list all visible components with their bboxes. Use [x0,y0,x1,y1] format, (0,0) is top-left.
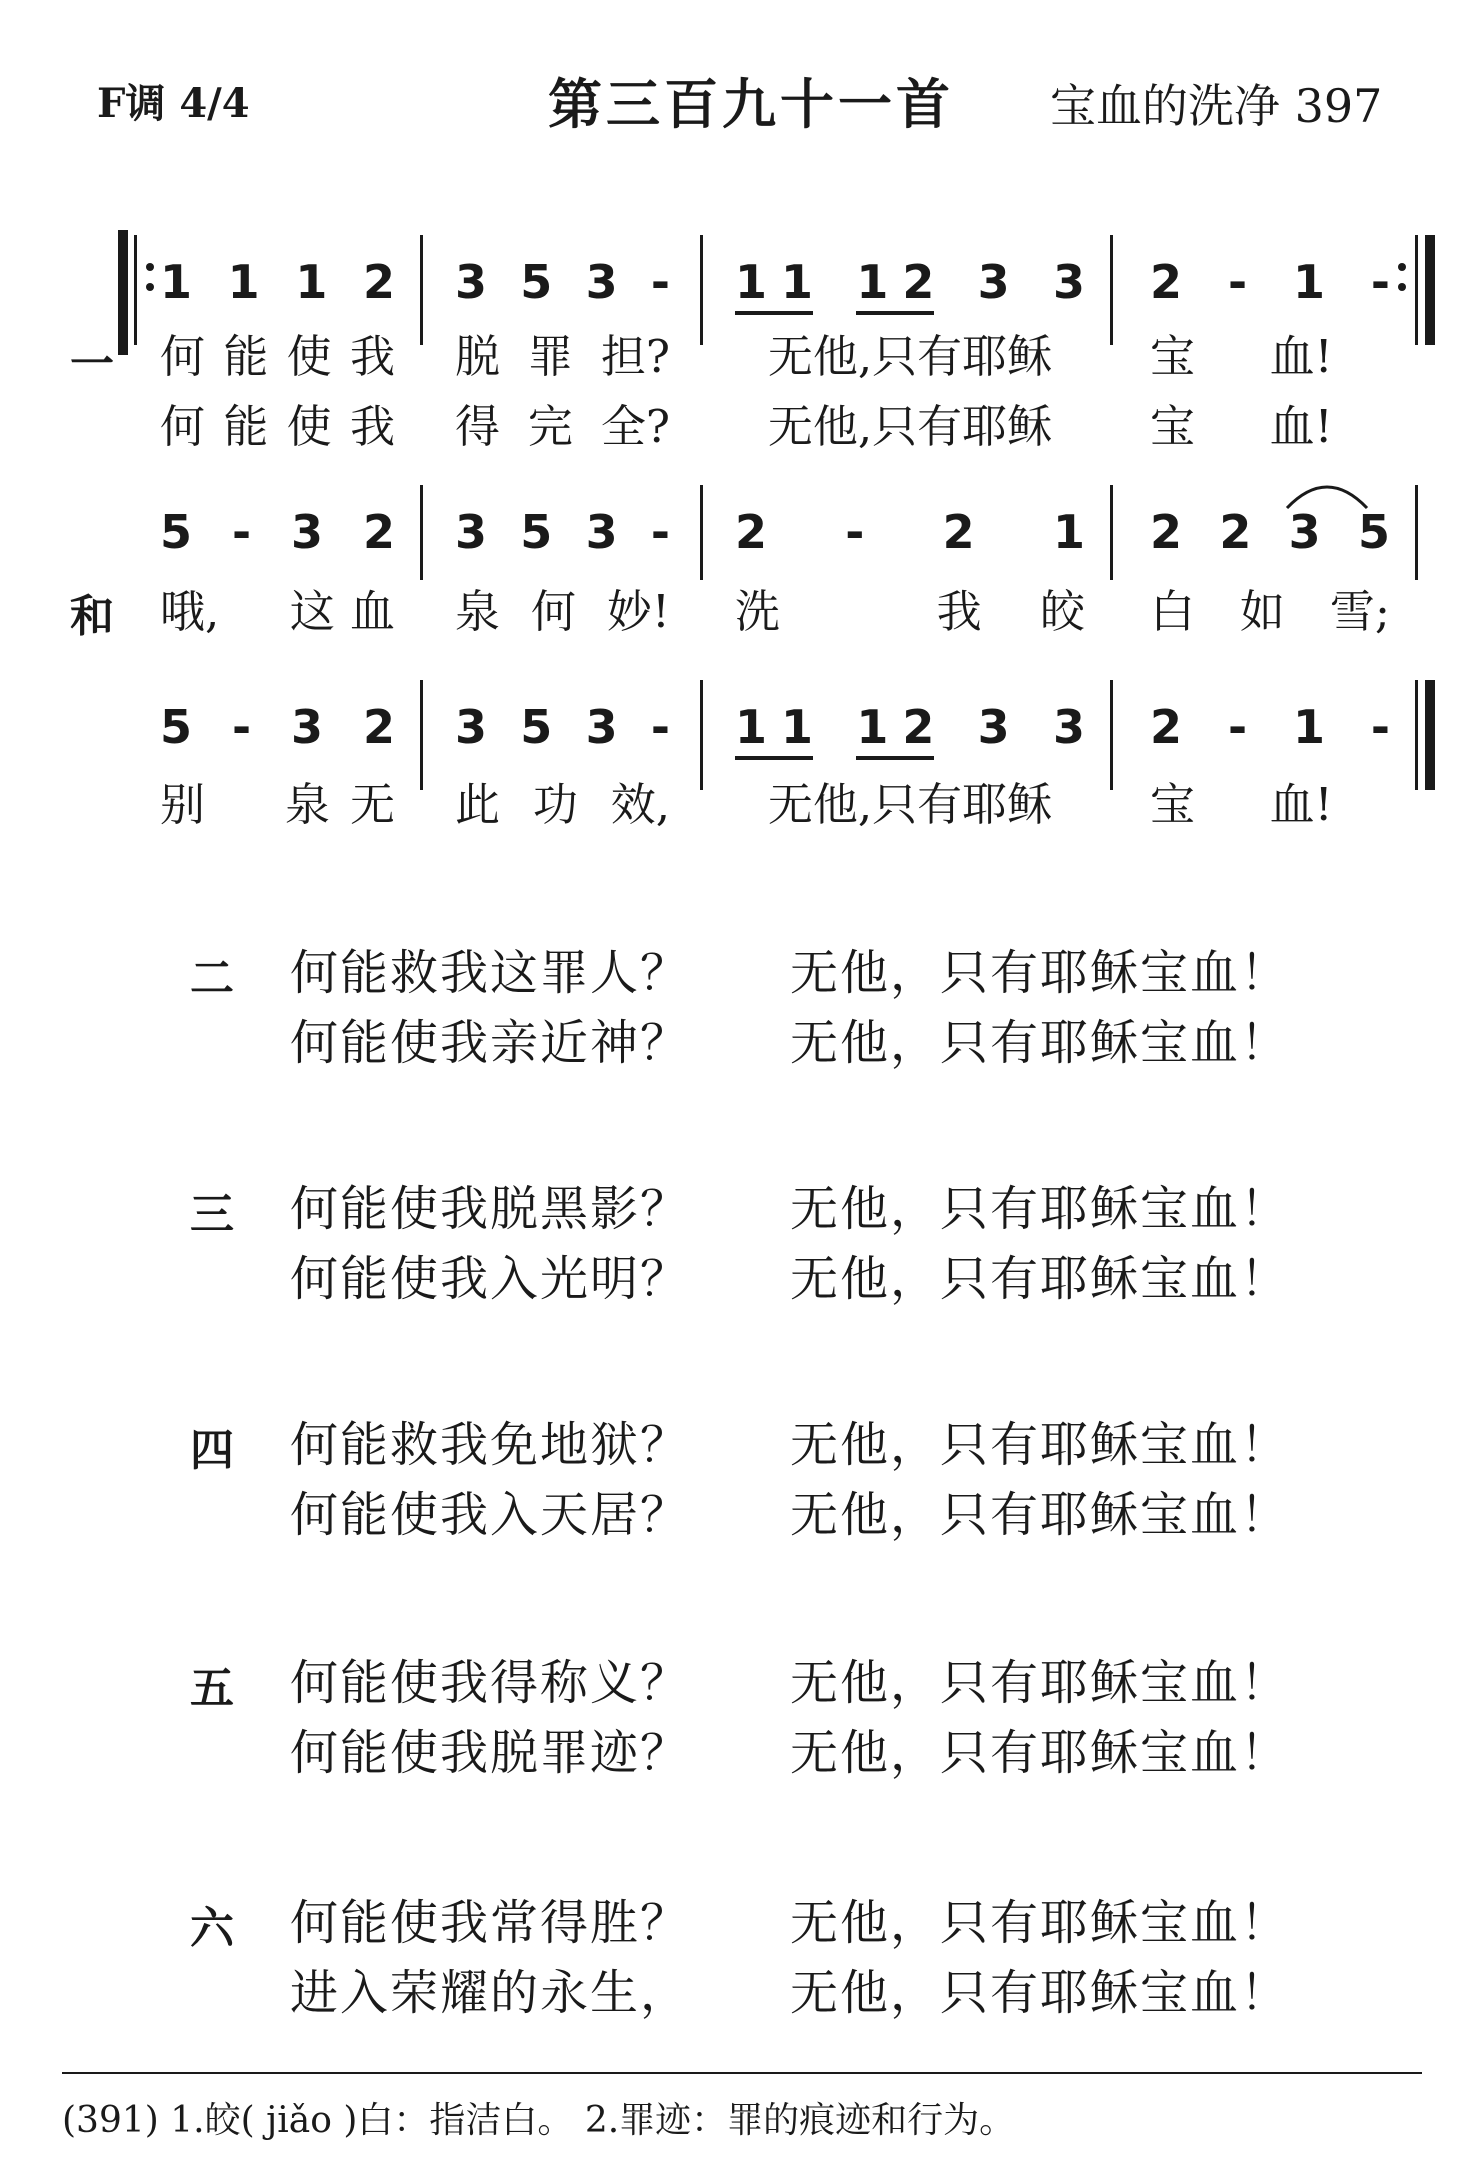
note-group [363,505,395,559]
note-group [1293,700,1325,754]
repeat-dot [146,283,154,291]
note: 3 [1052,255,1085,309]
note: 5 [1357,505,1390,559]
verse-question: 何能救我这罪人？ [290,945,691,1001]
note-group [1358,505,1390,559]
note-group [651,700,670,754]
note: 1 [1292,700,1325,754]
note-group [586,255,618,309]
note-group [845,505,864,559]
note: - [650,505,670,559]
note-group [586,700,618,754]
barline [1110,235,1113,345]
lyric-syllable [1212,320,1252,385]
barline [1415,485,1418,580]
lyric-syllable: 完 [527,400,573,453]
measure [1150,505,1390,559]
note-group [1053,700,1085,754]
note: 2 [362,255,395,309]
lyric-syllable: 全? [600,400,670,453]
note: 3 [585,255,618,309]
lyric-measure [735,390,1085,455]
verse-question: 进入荣耀的永生， [290,1965,691,2021]
verse-answer: 无他，只有耶稣宝血！ [790,1417,1291,1473]
note-group [291,700,323,754]
lyric-measure [1150,768,1390,833]
measure [735,505,1085,559]
barline [700,235,703,345]
repeat-dot [146,263,154,271]
note: - [1370,255,1390,309]
note-group [363,255,395,309]
tie-arc [1282,472,1372,512]
verse-answer: 无他，只有耶稣宝血！ [790,1895,1291,1951]
note: 5 [160,700,193,754]
lyric-syllable [225,768,265,833]
lyric-syllable: 使 [286,330,332,383]
lyric-syllable: 泉 [455,585,501,638]
note: 1 [735,700,768,754]
footnote: (391) 1.皎( jiǎo )白：指洁白。 2.罪迹：罪的痕迹和行为。 [62,2100,1016,2141]
lyric-syllable: 能 [223,330,269,383]
note-group [160,700,192,754]
verse-question: 何能救我免地狱？ [290,1417,691,1473]
note-group [1219,505,1251,559]
lyric-measure [160,768,395,833]
note: 2 [1150,505,1183,559]
barline [420,485,423,580]
lyric-syllable: 此 [455,778,501,831]
note-group [651,255,670,309]
note-group [160,505,192,559]
lyric-syllable [1350,390,1390,455]
barline [700,680,703,790]
verse-question: 何能使我得称义？ [290,1655,691,1711]
verse-number: 五 [190,1663,234,1714]
lyric-syllable: 罪 [527,330,573,383]
lyric-syllable: 皎 [1039,585,1085,638]
verse-answer: 无他，只有耶稣宝血！ [790,1015,1291,1071]
note: 3 [585,505,618,559]
verse-number: 二 [190,953,234,1004]
lyric-syllable: 洗 [735,585,781,638]
note: 2 [362,700,395,754]
note: 2 [735,505,768,559]
note-group [232,505,251,559]
lyric-syllable: 这 [289,585,335,638]
note: 2 [1219,505,1252,559]
lyric-syllable: 血 [349,585,395,638]
note: 1 [856,700,889,754]
lyric-syllable [235,575,275,640]
note-group [291,505,323,559]
lyric-syllable [1350,768,1390,833]
lyric-measure [160,390,395,455]
note: 1 [160,255,193,309]
note-group [735,255,813,309]
note: 2 [1150,700,1183,754]
verse-number: 三 [190,1189,234,1240]
lyric-measure [455,768,670,833]
lyric-syllable [1212,390,1252,455]
lyric-syllable: 哦, [160,585,220,638]
note-group [856,700,934,754]
note: 2 [902,255,935,309]
lyric-syllable: 妙! [606,585,670,638]
lyric-syllable: 雪; [1329,585,1390,638]
note-group [1371,255,1390,309]
note: 5 [520,255,553,309]
note: 1 [856,255,889,309]
barline [1110,680,1113,790]
note-group [1371,700,1390,754]
note-group [1053,255,1085,309]
note: 3 [977,255,1010,309]
lyric-syllable: 脱 [455,330,501,383]
measure [455,255,670,309]
verse-answer: 无他，只有耶稣宝血！ [790,1181,1291,1237]
lyric-measure [735,768,1085,833]
note-group [1228,700,1247,754]
note: 5 [520,505,553,559]
note-group [856,255,934,309]
note-group [1150,700,1182,754]
key-time-signature: F调 4/4 [97,80,250,127]
note-group [520,700,552,754]
note-group [520,255,552,309]
lyric-syllable: 何 [530,585,576,638]
note: 3 [977,700,1010,754]
note: 3 [291,505,324,559]
note-group [735,505,767,559]
note: 2 [1150,255,1183,309]
beam-underline [735,311,813,315]
lyric-syllable: 泉 [284,778,330,831]
note-group [160,255,192,309]
verse-answer: 无他，只有耶稣宝血！ [790,1725,1291,1781]
barline [420,680,423,790]
verse-question: 何能使我亲近神？ [290,1015,691,1071]
note: - [231,505,252,559]
lyric-measure [160,575,395,640]
note: - [845,505,865,559]
beam-underline [856,311,934,315]
verse-question: 何能使我入光明？ [290,1251,691,1307]
verse-answer: 无他，只有耶稣宝血！ [790,1965,1291,2021]
lyric-measure [455,390,670,455]
repeat-start-thick-barline [118,230,128,355]
lyric-syllable [838,575,878,640]
note: 3 [455,700,488,754]
note: 1 [227,255,260,309]
lyric-syllable: 血! [1269,400,1333,453]
lyric-measure [1150,575,1390,640]
measure [735,700,1085,754]
barline [1415,680,1418,790]
lyric-syllable: 如 [1239,585,1285,638]
lyric-syllable: 宝 [1150,400,1196,453]
note: - [231,700,252,754]
note-group [1289,505,1321,559]
note: 5 [160,505,193,559]
note: 1 [295,255,328,309]
lyric-syllable: 白 [1150,585,1196,638]
final-thick-barline [1425,680,1435,790]
lyric-syllable: 无他,只有耶稣 [767,778,1053,831]
repeat-dot [1398,263,1406,271]
repeat-dot [1398,283,1406,291]
beam-underline [735,756,813,760]
note: 2 [902,700,935,754]
lyric-syllable: 无他,只有耶稣 [767,330,1053,383]
note: 1 [781,255,814,309]
lyric-syllable [1212,768,1252,833]
beam-underline [856,756,934,760]
note-group [586,505,618,559]
note-group [651,505,670,559]
note-group [455,700,487,754]
lyric-syllable: 何 [160,400,206,453]
note: - [650,700,670,754]
note-group [295,255,327,309]
note: 3 [1052,700,1085,754]
verse-label-1: 一 [70,339,114,390]
lyric-measure [455,575,670,640]
lyric-syllable: 我 [349,400,395,453]
lyric-syllable [1350,320,1390,385]
note-group [232,700,251,754]
lyric-measure [735,575,1085,640]
verse-question: 何能使我入天居？ [290,1487,691,1543]
note-group [943,505,975,559]
lyric-syllable: 无 [349,778,395,831]
note-group [978,255,1010,309]
note-group [735,700,813,754]
barline [1415,235,1418,345]
lyric-syllable: 血! [1269,330,1333,383]
verse-answer: 无他，只有耶稣宝血！ [790,1487,1291,1543]
note-group [520,505,552,559]
verse-answer: 无他，只有耶稣宝血！ [790,1655,1291,1711]
note: 5 [520,700,553,754]
note: - [1370,700,1390,754]
measure [455,700,670,754]
note-group [455,505,487,559]
repeat-start-thin-barline [134,235,137,345]
note: 1 [1052,505,1085,559]
verse-answer: 无他，只有耶稣宝血！ [790,1251,1291,1307]
measure [160,700,395,754]
note: 3 [585,700,618,754]
note: 1 [781,700,814,754]
note-group [1228,255,1247,309]
note-group [228,255,260,309]
measure [1150,700,1390,754]
final-thick-barline [1425,235,1435,345]
note: 1 [735,255,768,309]
lyric-syllable: 何 [160,330,206,383]
lyric-syllable: 我 [936,585,982,638]
note-group [1053,505,1085,559]
lyric-syllable: 效, [610,778,670,831]
lyric-syllable: 功 [532,778,578,831]
note-group [363,700,395,754]
lyric-syllable: 担? [600,330,670,383]
verse-number: 六 [190,1903,234,1954]
lyric-syllable: 能 [223,400,269,453]
note: 3 [1288,505,1321,559]
note-group [455,255,487,309]
note: - [650,255,670,309]
measure [455,505,670,559]
note: 3 [291,700,324,754]
note-group [1150,505,1182,559]
verse-question: 何能使我脱罪迹？ [290,1725,691,1781]
barline [700,485,703,580]
note: 3 [455,255,488,309]
note-group [1150,255,1182,309]
lyric-syllable: 血! [1269,778,1333,831]
note: 3 [455,505,488,559]
lyric-syllable: 宝 [1150,330,1196,383]
lyric-measure [1150,390,1390,455]
lyric-syllable: 得 [455,400,501,453]
barline [1110,485,1113,580]
chorus-label: 和 [70,591,114,642]
measure [735,255,1085,309]
lyric-syllable: 无他,只有耶稣 [767,400,1053,453]
footer-divider [62,2072,1422,2074]
note: 2 [942,505,975,559]
measure [160,255,395,309]
lyric-measure [160,320,395,385]
measure [160,505,395,559]
verse-answer: 无他，只有耶稣宝血！ [790,945,1291,1001]
note: 1 [1292,255,1325,309]
verse-question: 何能使我常得胜？ [290,1895,691,1951]
barline [420,235,423,345]
note: - [1227,700,1248,754]
lyric-syllable: 宝 [1150,778,1196,831]
verse-question: 何能使我脱黑影？ [290,1181,691,1237]
note: - [1227,255,1248,309]
lyric-measure [735,320,1085,385]
verse-number: 四 [190,1425,234,1476]
lyric-syllable: 别 [160,778,206,831]
lyric-measure [1150,320,1390,385]
lyric-syllable: 使 [286,400,332,453]
measure [1150,255,1390,309]
note-group [1293,255,1325,309]
lyric-syllable: 我 [349,330,395,383]
lyric-measure [455,320,670,385]
hymn-subtitle: 宝血的洗净 397 [1050,79,1383,133]
note-group [978,700,1010,754]
note: 2 [362,505,395,559]
hymn-title: 第三百九十一首 [548,73,954,136]
